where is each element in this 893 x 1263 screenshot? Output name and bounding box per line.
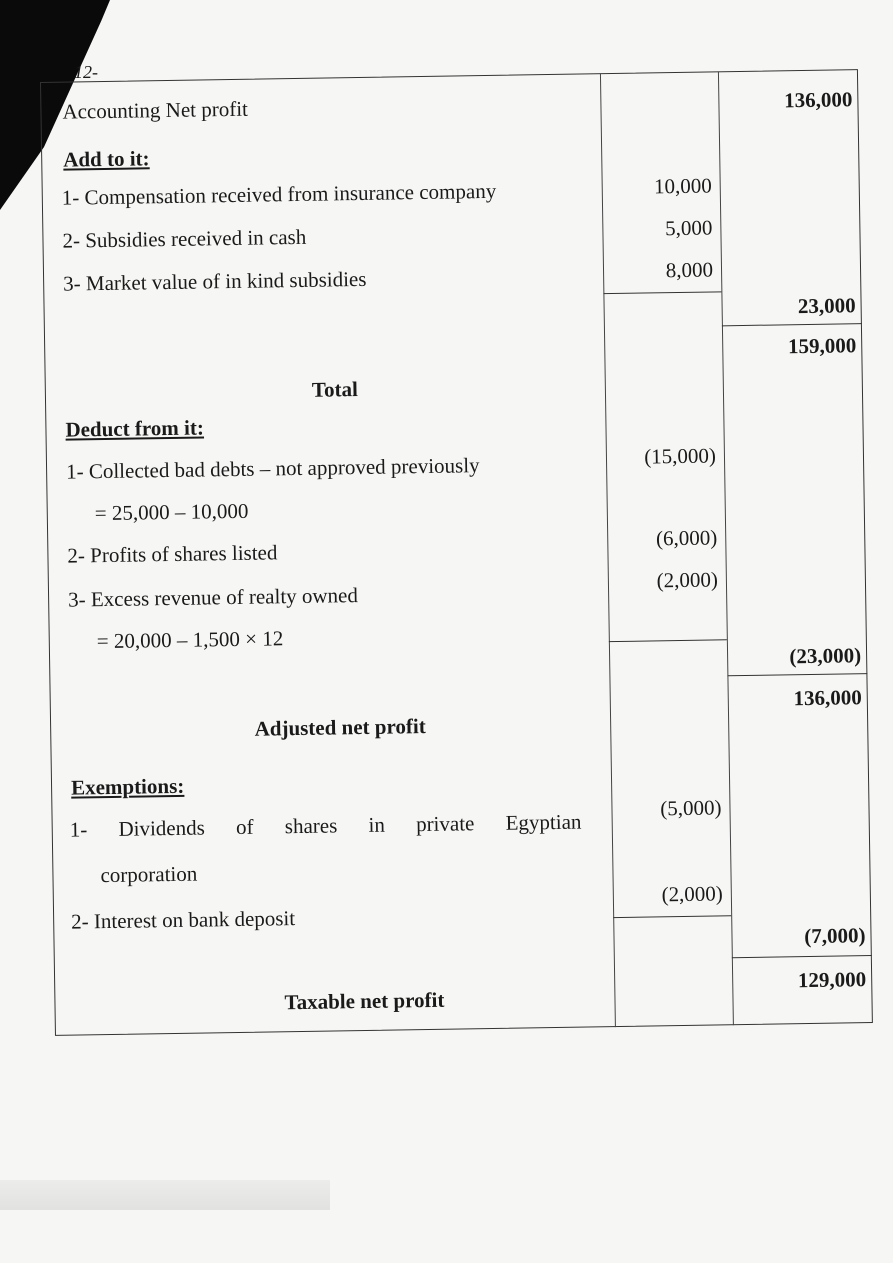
exemption-item-1-label: 1- Dividends of shares in private Egyptian	[69, 809, 582, 842]
add-heading: Add to it:	[63, 146, 150, 172]
adjusted-label: Adjusted net profit	[254, 714, 426, 741]
add-subtotal-amount: 23,000	[797, 293, 856, 319]
deduct-heading: Deduct from it:	[65, 415, 205, 442]
exemption-item-2-amount: (2,000)	[661, 881, 724, 907]
add-item-3-label: 3- Market value of in kind subsidies	[62, 266, 367, 296]
page-number: 12-	[74, 62, 98, 82]
add-item-1-label: 1- Compensation received from insurance company	[61, 178, 497, 210]
row-title: Accounting Net profit	[62, 96, 249, 124]
adjusted-amount: 136,000	[793, 685, 862, 711]
deduct-item-3-label: 3- Excess revenue of realty owned	[67, 583, 359, 612]
scan-shadow	[0, 1180, 330, 1210]
add-item-3-amount: 8,000	[665, 257, 714, 283]
tax-computation-table	[40, 69, 873, 1036]
deduct-item-1-calc: = 25,000 – 10,000	[94, 498, 249, 526]
add-item-2-label: 2- Subsidies received in cash	[62, 224, 307, 253]
exemption-item-1-amount: (5,000)	[660, 795, 722, 821]
exemption-item-1-continuation: corporation	[100, 861, 198, 888]
deduct-item-1-amount: (15,000)	[644, 443, 717, 469]
deduct-item-3-calc: = 20,000 – 1,500 × 12	[96, 626, 284, 654]
exemptions-subtotal-amount: (7,000)	[804, 923, 866, 949]
add-item-1-amount: 10,000	[653, 173, 712, 199]
accounting-net-profit-amount: 136,000	[783, 87, 853, 113]
exemptions-heading: Exemptions:	[70, 773, 185, 800]
taxable-label: Taxable net profit	[284, 987, 445, 1015]
deduct-item-2-label: 2- Profits of shares listed	[67, 540, 278, 568]
deduct-item-3-amount: (2,000)	[656, 567, 719, 593]
deduct-subtotal-amount: (23,000)	[789, 643, 862, 669]
total-label: Total	[311, 377, 359, 402]
taxable-amount: 129,000	[797, 967, 867, 993]
total-amount: 159,000	[787, 333, 857, 359]
deduct-item-1-label: 1- Collected bad debts – not approved previously	[65, 453, 480, 484]
exemption-item-2-label: 2- Interest on bank deposit	[71, 906, 296, 934]
add-item-2-amount: 5,000	[664, 215, 713, 241]
deduct-item-2-amount: (6,000)	[655, 525, 718, 551]
